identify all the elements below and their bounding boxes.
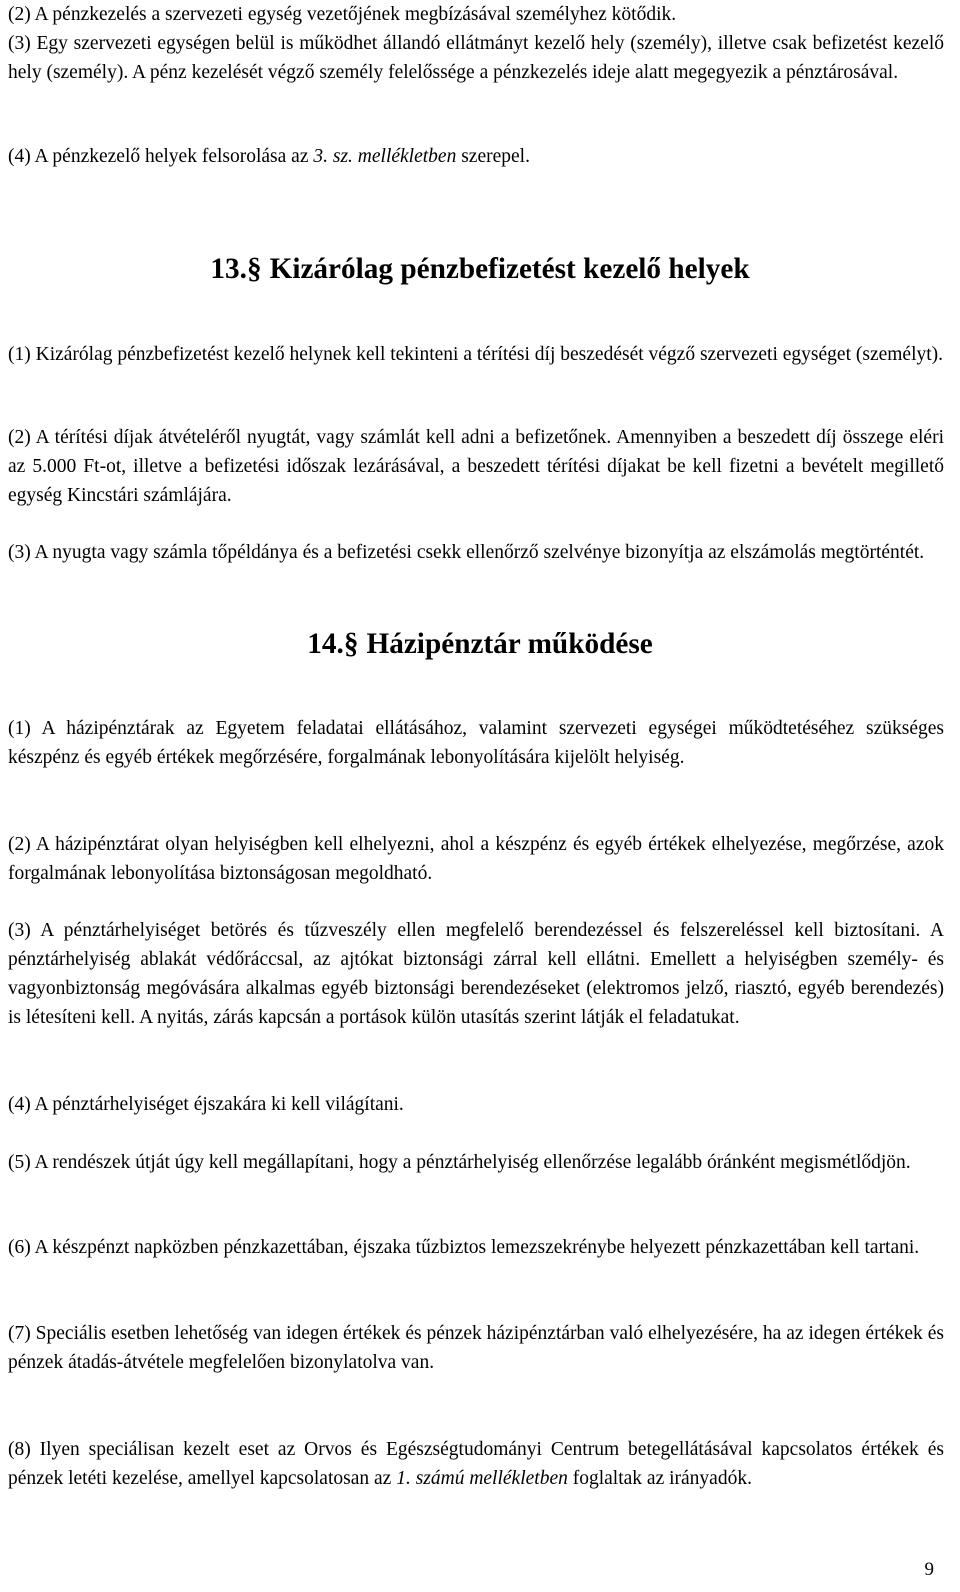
section-sign: § xyxy=(343,628,359,660)
paragraph-14-4: (4) A pénztárhelyiséget éjszakára ki kell világítani. xyxy=(8,1094,404,1115)
paragraph-13-2: (2) A térítési díjak átvételéről nyugtát, vagy számlát kell adni a befizetőnek. Amennyiben a beszedett díj összege eléri az 5.000 Ft-ot, illetve a befizetési időszak lezárásával, a beszedett térítési díjakat be kell fizetni a bevételt megillető egység Kincstári számlájára. xyxy=(8,427,944,506)
annex-reference: 3. sz. mellékletben xyxy=(313,146,457,167)
paragraph-4-text-end: szerepel. xyxy=(456,146,530,167)
section-heading-13 xyxy=(0,255,960,284)
paragraph-14-1: (1) A házipénztárak az Egyetem feladatai ellátásához, valamint szervezeti egységei működtetéséhez szükséges készpénz és egyéb értékek megőrzésére, forgalmának lebonyolítására kijelölt helyiség. xyxy=(8,718,944,768)
section-title: Házipénztár működése xyxy=(366,628,653,660)
page-number: 9 xyxy=(924,1559,934,1580)
paragraph-4-text: (4) A pénzkezelő helyek felsorolása az xyxy=(8,146,314,167)
paragraph-13-3: (3) A nyugta vagy számla tőpéldánya és a befizetési csekk ellenőrző szelvénye bizonyítja az elszámolás megtörténtét. xyxy=(8,542,925,563)
paragraph-14-8-text: (8) Ilyen speciálisan kezelt eset az Orvos és Egészségtudományi Centrum betegellátásával kapcsolatos értékek és pénzek letéti kezelése, amellyel kapcsolatosan az xyxy=(8,1439,944,1489)
paragraph-13-1: (1) Kizárólag pénzbefizetést kezelő helynek kell tekinteni a térítési díj beszedését végző szervezeti egységet (személyt). xyxy=(8,344,944,365)
paragraph-2-pre: (2) A pénzkezelés a szervezeti egység vezetőjének megbízásával személyhez kötődik. xyxy=(8,4,677,25)
section-sign: § xyxy=(246,253,262,285)
paragraph-14-3: (3) A pénztárhelyiséget betörés és tűzveszély ellen megfelelő berendezéssel és felszereléssel kell biztosítani. A pénztárhelyiség ablakát védőráccsal, az ajtókat biztonsági zárral kell ellátni. Emellett a helyiségben személy- és vagyonbiztonság megóvására alkalmas egyéb biztonsági berendezéseket (elektromos jelző, riasztó, egyéb berendezés) is létesíteni kell. A nyitás, zárás kapcsán a portások külön utasítás szerint látják el feladatukat. xyxy=(8,920,944,1028)
section-number: 13. xyxy=(210,253,247,285)
annex-reference: 1. számú mellékletben xyxy=(396,1468,568,1489)
paragraph-14-8-text-end: foglaltak az irányadók. xyxy=(567,1468,752,1489)
paragraph-14-8 xyxy=(8,1435,944,1493)
section-title: Kizárólag pénzbefizetést kezelő helyek xyxy=(269,253,750,285)
section-heading-14 xyxy=(0,630,960,659)
section-number: 14. xyxy=(307,628,344,660)
paragraph-3-pre: (3) Egy szervezeti egységen belül is működhet állandó ellátmányt kezelő hely (személy), illetve csak befizetést kezelő hely (személy). A pénz kezelését végző személy felelőssége a pénzkezelés ideje alatt megegyezik a pénztárosával. xyxy=(8,33,944,83)
paragraph-14-6: (6) A készpénzt napközben pénzkazettában, éjszaka tűzbiztos lemezszekrénybe helyezett pénzkazettában kell tartani. xyxy=(8,1237,920,1258)
paragraph-14-7: (7) Speciális esetben lehetőség van idegen értékek és pénzek házipénztárban való elhelyezésére, ha az idegen értékek és pénzek átadás-átvétele megfelelően bizonylatolva van. xyxy=(8,1323,944,1373)
paragraph-4-pre xyxy=(8,142,944,171)
paragraph-14-2: (2) A házipénztárat olyan helyiségben kell elhelyezni, ahol a készpénz és egyéb értékek elhelyezése, megőrzése, azok forgalmának lebonyolítása biztonságosan megoldható. xyxy=(8,834,944,884)
paragraph-14-5: (5) A rendészek útját úgy kell megállapítani, hogy a pénztárhelyiség ellenőrzése legalább óránként megismétlődjön. xyxy=(8,1152,911,1173)
